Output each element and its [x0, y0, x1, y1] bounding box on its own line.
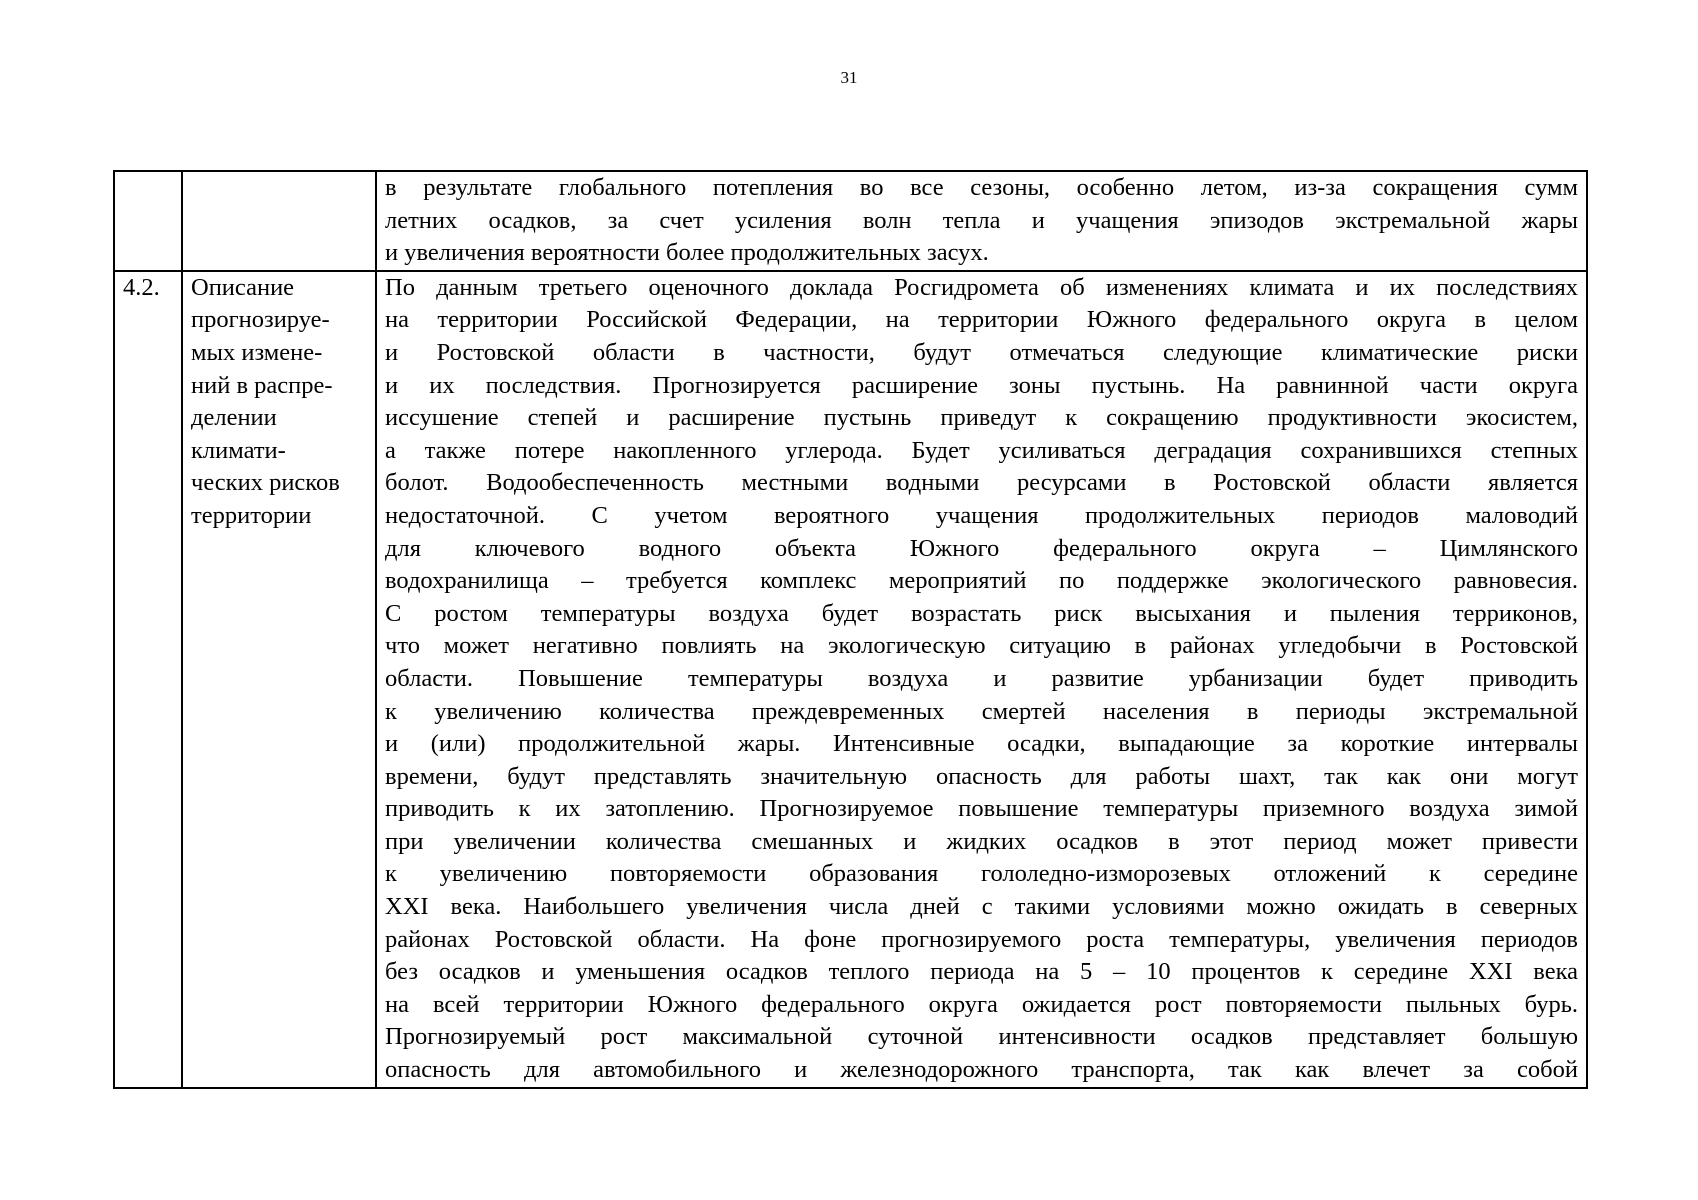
- description-line: на всей территории Южного федерального округа ожидается рост повторяемости пыльных бурь.: [385, 990, 1578, 1018]
- page-number: 31: [840, 68, 858, 87]
- row-name-cell: [182, 171, 376, 271]
- name-line: ческих рисков: [191, 469, 340, 497]
- name-line: делении: [191, 404, 277, 432]
- row-number-cell: 4.2.: [114, 271, 182, 1088]
- description-line: и увеличения вероятности более продолжительных засух.: [385, 239, 989, 267]
- description-line: к увеличению количества преждевременных смертей населения в периоды экстремальной: [385, 697, 1578, 725]
- name-line: мых измене-: [191, 338, 323, 366]
- description-line: без осадков и уменьшения осадков теплого периода на 5 – 10 процентов к середине XXI века: [385, 958, 1578, 986]
- description-line: что может негативно повлиять на экологическую ситуацию в районах угледобычи в Ростовской: [385, 632, 1578, 660]
- row-name-cell: [182, 271, 376, 1088]
- description-line: летних осадков, за счет усиления волн тепла и учащения эпизодов экстремальной жары: [385, 206, 1578, 234]
- description-line: а также потере накопленного углерода. Будет усиливаться деградация сохранившихся степных: [385, 436, 1578, 464]
- description-line: и (или) продолжительной жары. Интенсивные осадки, выпадающие за короткие интервалы: [385, 730, 1578, 758]
- description-line: в результате глобального потепления во все сезоны, особенно летом, из-за сокращения сумм: [385, 174, 1578, 201]
- description-line: недостаточной. С учетом вероятного учащения продолжительных периодов маловодий: [385, 501, 1578, 529]
- description-line: Прогнозируемый рост максимальной суточной интенсивности осадков представляет большую: [385, 1023, 1578, 1051]
- description-line: районах Ростовской области. На фоне прогнозируемого роста температуры, увеличения периодов: [385, 925, 1578, 953]
- row-description-cell: [376, 271, 1587, 1088]
- description-line: болот. Водообеспеченность местными водными ресурсами в Ростовской области является: [385, 469, 1578, 497]
- description-line: опасность для автомобильного и железнодорожного транспорта, так как влечет за собой: [385, 1056, 1578, 1084]
- description-line: приводить к их затоплению. Прогнозируемое повышение температуры приземного воздуха зимой: [385, 795, 1578, 823]
- description-line: XXI века. Наибольшего увеличения числа дней с такими условиями можно ожидать в северных: [385, 893, 1578, 921]
- name-line: территории: [191, 501, 312, 529]
- row-number-cell: [114, 171, 182, 271]
- table-row-continuation: [114, 171, 1587, 271]
- description-line: По данным третьего оценочного доклада Росгидромета об изменениях климата и их последствиях: [385, 273, 1578, 301]
- description-line: и Ростовской области в частности, будут отмечаться следующие климатические риски: [385, 338, 1578, 366]
- name-line: климати-: [191, 436, 286, 464]
- description-line: времени, будут представлять значительную опасность для работы шахт, так как они могут: [385, 762, 1578, 790]
- name-line: Описание: [191, 273, 295, 301]
- description-line: водохранилища – требуется комплекс мероприятий по поддержке экологического равновесия.: [385, 567, 1578, 595]
- climate-risks-table: [113, 170, 1588, 1089]
- name-line: ний в распре-: [191, 371, 333, 399]
- description-line: области. Повышение температуры воздуха и развитие урбанизации будет приводить: [385, 664, 1578, 692]
- description-line: на территории Российской Федерации, на территории Южного федерального округа в целом: [385, 306, 1578, 334]
- description-line: иссушение степей и расширение пустынь приведут к сокращению продуктивности экосистем,: [385, 404, 1578, 432]
- table-row-4-2: [114, 271, 1587, 1088]
- description-line: для ключевого водного объекта Южного федерального округа – Цимлянского: [385, 534, 1578, 562]
- description-line: при увеличении количества смешанных и жидких осадков в этот период может привести: [385, 827, 1578, 855]
- description-line: к увеличению повторяемости образования гололедно-изморозевых отложений к середине: [385, 860, 1578, 888]
- name-line: прогнозируе-: [191, 306, 330, 334]
- description-line: С ростом температуры воздуха будет возрастать риск высыхания и пыления терриконов,: [385, 599, 1578, 627]
- description-line: и их последствия. Прогнозируется расширение зоны пустынь. На равнинной части округа: [385, 371, 1578, 399]
- row-description-cell: [376, 171, 1587, 271]
